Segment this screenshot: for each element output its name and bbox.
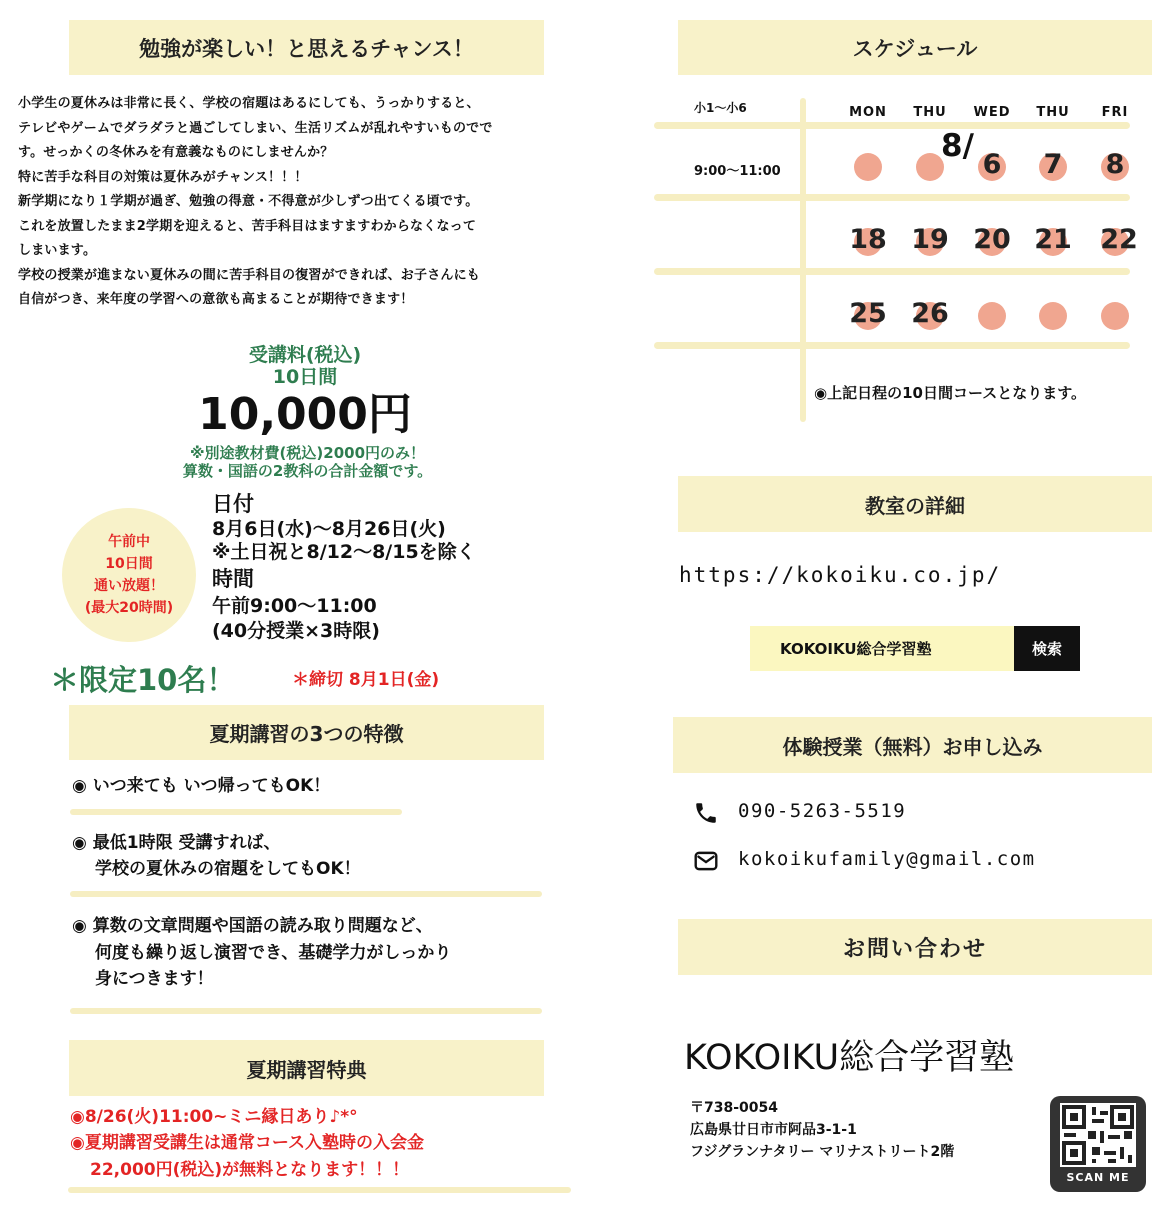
divider: [70, 809, 402, 815]
schedule-hline: [654, 194, 1130, 201]
classroom-heading: 教室の詳細: [678, 476, 1152, 532]
time-label: 時間: [212, 567, 254, 591]
phone-number[interactable]: 090-5263-5519: [738, 800, 907, 822]
schedule-hline: [654, 122, 1130, 129]
fee-note1: ※別途教材費(税込)2000円のみ！: [189, 444, 426, 462]
time-range: 午前9:00～11:00: [212, 595, 377, 617]
intro-line: これを放置したまま2学期を迎えると、苦手科目はますますわからなくなって: [18, 218, 477, 234]
qr-code[interactable]: [1050, 1096, 1146, 1192]
day-header: THU: [1036, 105, 1070, 120]
perks-heading: 夏期講習特典: [69, 1040, 544, 1096]
fee-label: 受講料(税込): [248, 344, 362, 366]
features-heading: 夏期講習の3つの特徴: [69, 705, 544, 760]
schedule-day: 25: [849, 298, 887, 329]
limit-text: ＊限定10名！: [50, 663, 236, 697]
divider: [70, 891, 542, 897]
intro-line: 小学生の夏休みは非常に長く、学校の宿題はあるにしても、うっかりすると、: [18, 96, 480, 111]
address-line: 広島県廿日市市阿品3-1-1: [690, 1122, 857, 1138]
intro-line: 新学期になり１学期が過ぎ、勉強の得意・不得意が少しずつ出てくる頃です。: [18, 194, 479, 209]
schedule-dot: [1039, 302, 1067, 330]
feature-item-3-cont: 身につきます！: [95, 969, 214, 989]
intro-line: しまいます。: [18, 243, 97, 258]
fee-price: 10,000円: [198, 389, 412, 440]
intro-line: 学校の授業が進まない夏休みの間に苦手科目の復習ができれば、お子さんにも: [18, 267, 481, 283]
fee-note2: 算数・国語の2教科の合計金額です。: [182, 462, 433, 480]
search-input[interactable]: KOKOIKU総合学習塾: [750, 626, 1014, 671]
feature-item-3-cont: 何度も繰り返し演習でき、基礎学力がしっかり: [95, 943, 452, 963]
qr-code-image: [1060, 1103, 1136, 1167]
feature-item-2: ◉ 最低1時限 受講すれば、: [72, 833, 281, 853]
phone-icon: [693, 800, 719, 826]
day-header: FRI: [1101, 105, 1129, 120]
address-line: フジグランナタリー マリナストリート2階: [690, 1144, 955, 1160]
schedule-day: 8: [1105, 149, 1125, 180]
divider: [68, 1187, 571, 1193]
day-header: MON: [849, 105, 887, 120]
perk-item-1: ◉8/26(火)11:00~ミニ縁日あり♪*°: [70, 1107, 358, 1127]
fee-days: 10日間: [272, 366, 338, 388]
badge-line: 通い放題！: [94, 578, 164, 594]
feature-item-2-cont: 学校の夏休みの宿題をしてもOK！: [95, 859, 361, 879]
day-header: WED: [973, 105, 1011, 120]
divider: [70, 1008, 542, 1014]
time-note: (40分授業×3時限): [212, 620, 380, 642]
intro-line: 特に苦手な科目の対策は夏休みがチャンス！！！: [18, 169, 308, 185]
school-name: KOKOIKU総合学習塾: [684, 1038, 1015, 1078]
schedule-day: 26: [911, 298, 949, 329]
intro-line: す。せっかくの冬休みを有意義なものにしませんか？: [18, 145, 334, 160]
search-button[interactable]: 検索: [1014, 626, 1080, 671]
badge-line: (最大20時間): [84, 600, 174, 616]
unlimited-badge: [62, 508, 196, 642]
date-label: 日付: [212, 492, 254, 516]
time-slot: 9:00～11:00: [694, 164, 781, 179]
schedule-day: 22: [1100, 224, 1138, 255]
email-address[interactable]: kokoikufamily@gmail.com: [738, 848, 1036, 870]
schedule-heading: スケジュール: [678, 20, 1152, 75]
perk-item-2-cont: 22,000円(税込)が無料となります！！！: [90, 1160, 410, 1180]
date-info: [212, 490, 476, 644]
qr-label: SCAN ME: [1066, 1171, 1130, 1184]
day-header: THU: [913, 105, 947, 120]
deadline-text: ＊締切 8月1日(金): [292, 670, 440, 690]
inquiry-heading: お問い合わせ: [678, 919, 1152, 975]
perk-item-2: ◉夏期講習受講生は通常コース入塾時の入会金: [70, 1133, 424, 1153]
date-note: ※土日祝と8/12～8/15を除く: [212, 541, 476, 563]
schedule-day: 20: [973, 224, 1011, 255]
intro-line: 自信がつき、来年度の学習への意欲も高まることが期待できます！: [18, 292, 414, 307]
intro-text: [18, 92, 493, 313]
schedule-hline: [654, 268, 1130, 275]
feature-item-1: ◉ いつ来ても いつ帰ってもOK！: [72, 776, 331, 796]
schedule-day: 21: [1034, 224, 1072, 255]
month-label: 8/: [941, 128, 974, 164]
intro-heading: 勉強が楽しい！と思えるチャンス！: [69, 20, 544, 75]
date-range: 8月6日(水)～8月26日(火): [212, 518, 446, 540]
grade-label: 小1～小6: [694, 101, 747, 115]
badge-line: 午前中: [108, 534, 150, 550]
mail-icon: [693, 848, 719, 874]
website-url[interactable]: https://kokoiku.co.jp/: [679, 563, 1002, 587]
schedule-dot: [978, 302, 1006, 330]
intro-line: テレビやゲームでダラダラと過ごしてしまい、生活リズムが乱れやすいものでで: [18, 120, 493, 136]
schedule-vline: [800, 98, 806, 422]
schedule-dot: [916, 153, 944, 181]
schedule-note: ◉上記日程の10日間コースとなります。: [814, 384, 1087, 402]
schedule-dot: [1101, 302, 1129, 330]
badge-line: 10日間: [105, 556, 153, 572]
feature-item-3: ◉ 算数の文章問題や国語の読み取り問題など、: [72, 916, 433, 936]
schedule-dot: [854, 153, 882, 181]
schedule-hline: [654, 342, 1130, 349]
schedule-day: 19: [911, 224, 949, 255]
schedule-day: 7: [1043, 149, 1063, 180]
schedule-day: 18: [849, 224, 887, 255]
trial-heading: 体験授業（無料）お申し込み: [673, 717, 1152, 773]
schedule-day: 6: [982, 149, 1002, 180]
postal-code: 〒738-0054: [690, 1100, 778, 1116]
